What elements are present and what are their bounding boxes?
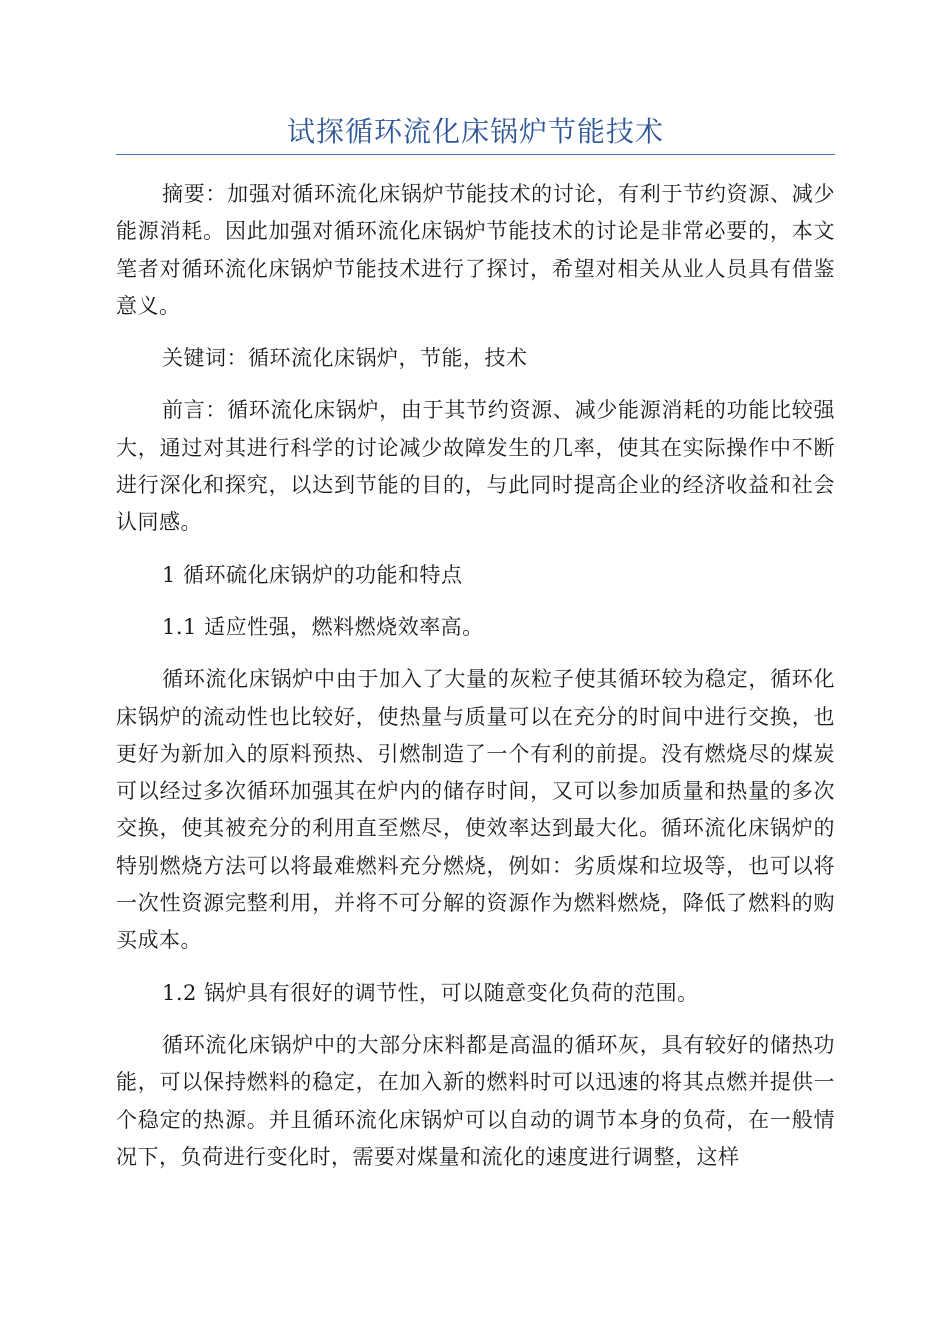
subsection-heading-1-1: 1.1 适应性强，燃料燃烧效率高。 [162, 614, 484, 639]
document-title: 试探循环流化床锅炉节能技术 [286, 115, 664, 148]
document-body [116, 176, 835, 1191]
body-paragraph: 循环流化床锅炉中由于加入了大量的灰粒子使其循环较为稳定，循环化床锅炉的流动性也比较好，使热量与质量可以在充分的时间中进行交换，也更好为新加入的原料预热、引燃制造了一个有利的前提。没有燃烧尽的煤炭可以经过多次循环加强其在炉内的储存时间，又可以参加质量和热量的多次交换，使其被充分的利用直至燃尽，使效率达到最大化。循环流化床锅炉的特别燃烧方法可以将最难燃料充分燃烧，例如：劣质煤和垃圾等，也可以将一次性资源完整利用，并将不可分解的资源作为燃料燃烧，降低了燃料的购买成本。 [116, 667, 835, 953]
section-heading-1: 1 循环硫化床锅炉的功能和特点 [162, 562, 463, 587]
abstract-paragraph: 摘要：加强对循环流化床锅炉节能技术的讨论，有利于节约资源、减少能源消耗。因此加强对循环流化床锅炉节能技术的讨论是非常必要的，本文笔者对循环流化床锅炉节能技术进行了探讨，希望对相关从业人员具有借鉴意义。 [116, 182, 835, 318]
body-paragraph: 循环流化床锅炉中的大部分床料都是高温的循环灰，具有较好的储热功能，可以保持燃料的稳定，在加入新的燃料时可以迅速的将其点燃并提供一个稳定的热源。并且循环流化床锅炉可以自动的调节本身的负荷，在一般情况下，负荷进行变化时，需要对煤量和流化的速度进行调整，这样 [116, 1032, 835, 1169]
keywords-paragraph: 关键词：循环流化床锅炉，节能，技术 [162, 346, 528, 371]
subsection-heading-1-2: 1.2 锅炉具有很好的调节性，可以随意变化负荷的范围。 [162, 980, 699, 1005]
title-underline [116, 154, 835, 155]
preface-paragraph: 前言：循环流化床锅炉，由于其节约资源、减少能源消耗的功能比较强大，通过对其进行科学的讨论减少故障发生的几率，使其在实际操作中不断进行深化和探究，以达到节能的目的，与此同时提高企业的经济收益和社会认同感。 [116, 398, 835, 535]
